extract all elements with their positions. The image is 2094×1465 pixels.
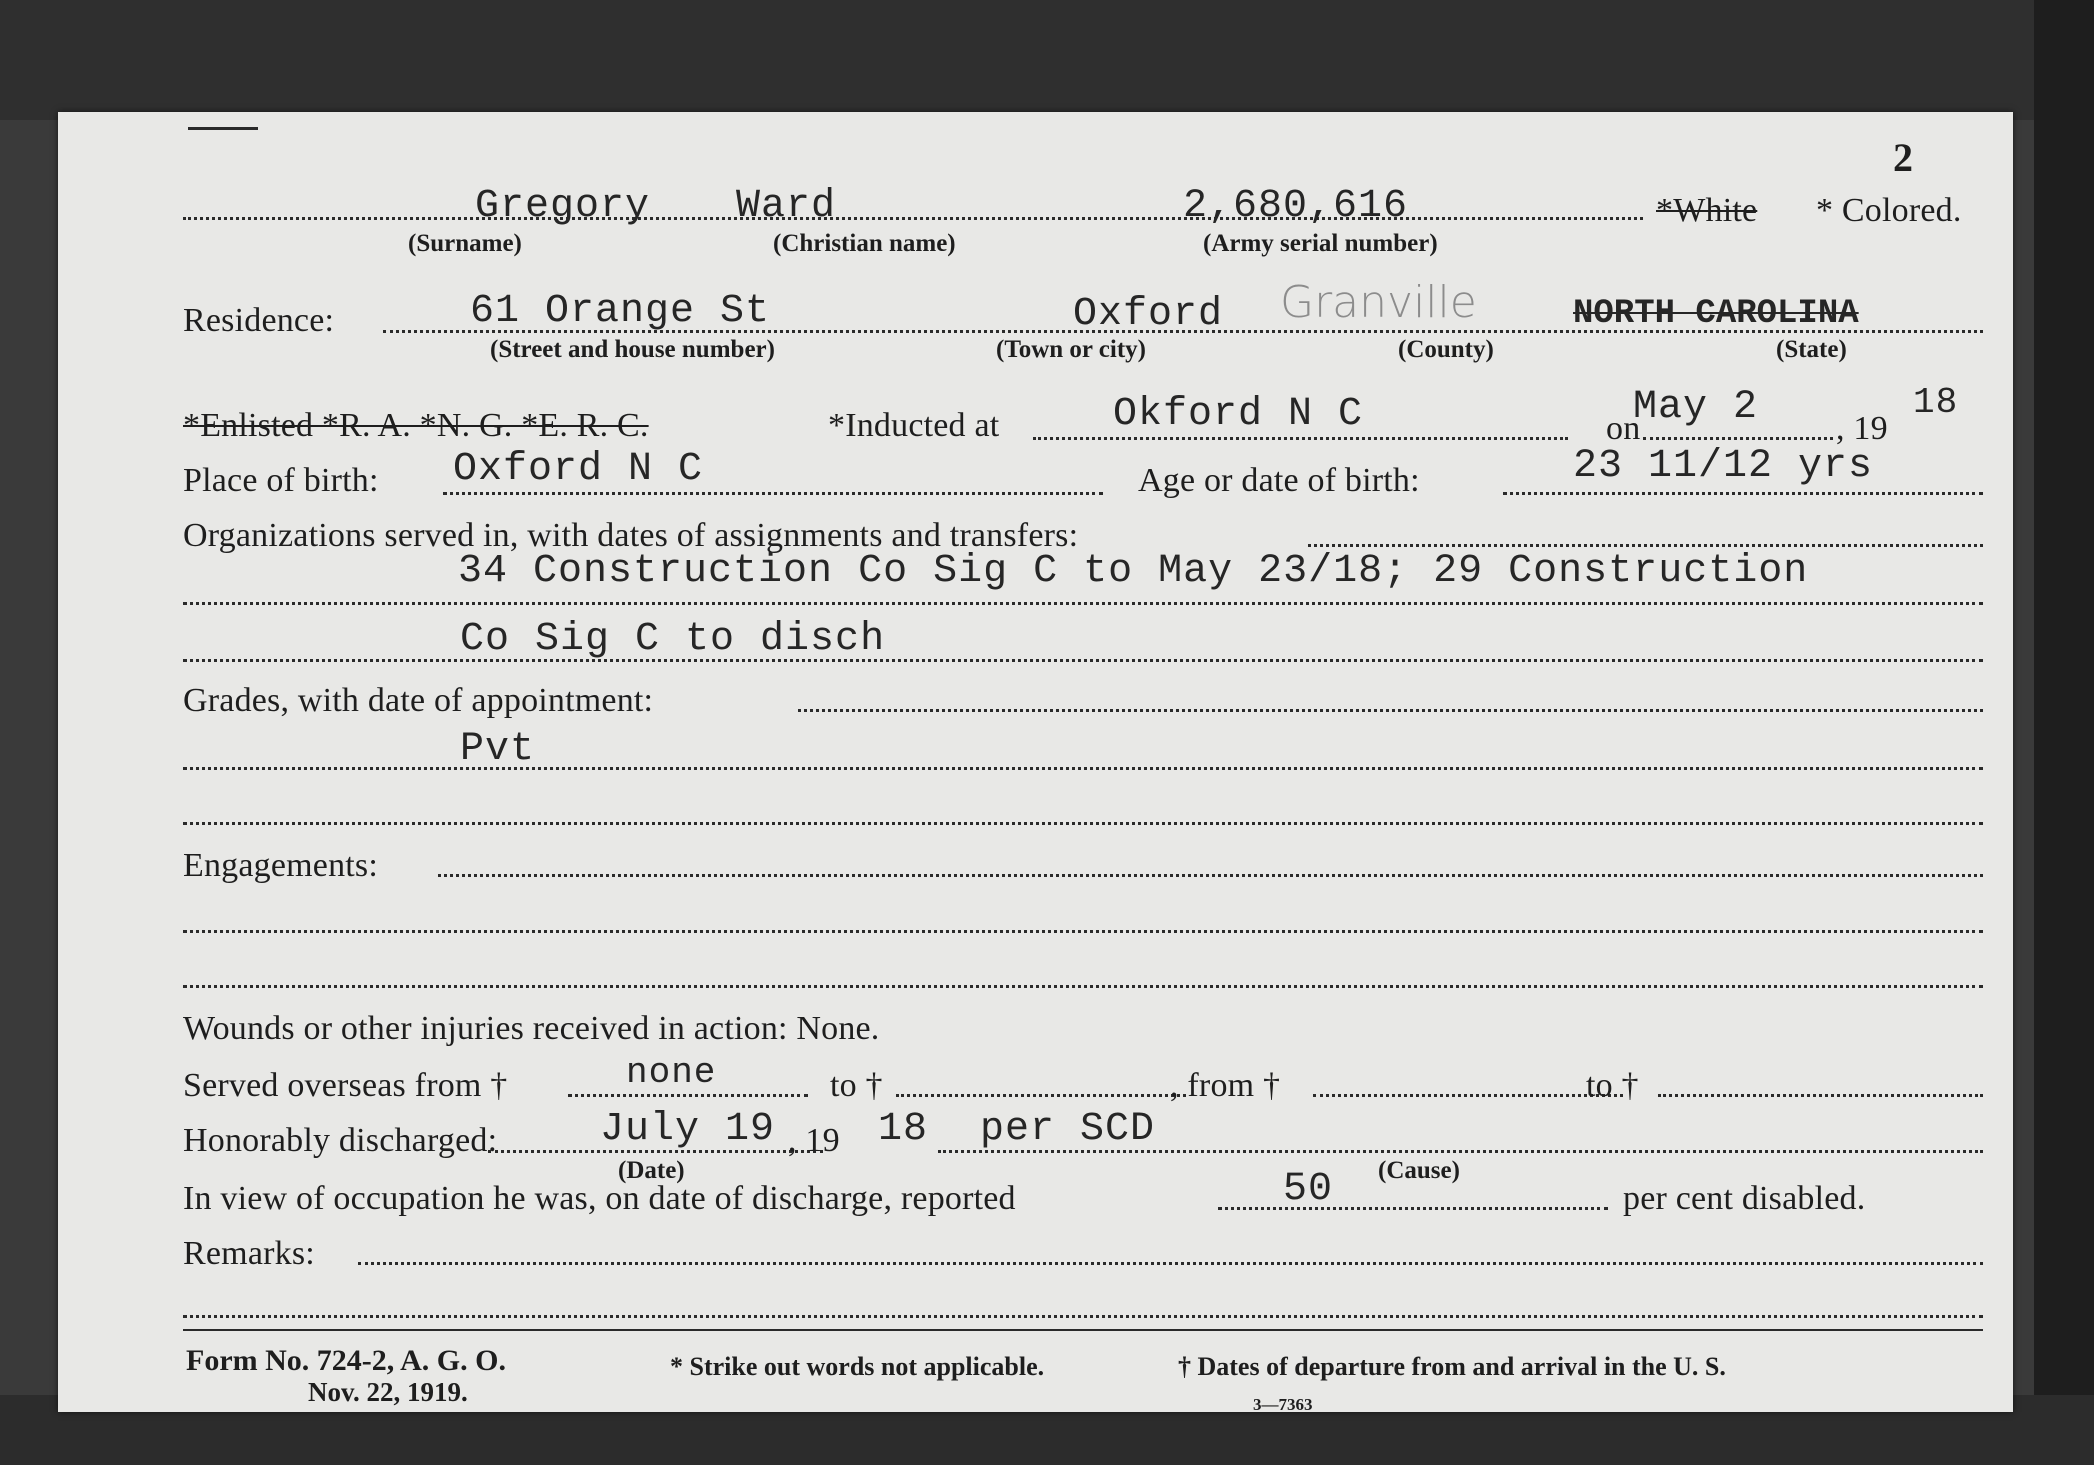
remarks-label-line: [358, 1262, 1983, 1265]
remarks-rule-2: [183, 1329, 1983, 1331]
inducted-on-label: on: [1606, 410, 1641, 447]
card-number: 2: [1893, 135, 1914, 180]
background-right: [2034, 0, 2094, 1465]
corner-mark: [188, 127, 258, 130]
street-caption: (Street and house number): [490, 336, 775, 363]
discharge-cause-caption: (Cause): [1378, 1157, 1460, 1184]
engagements-label: Engagements:: [183, 847, 379, 884]
state-caption: (State): [1776, 336, 1847, 363]
dates-note: † Dates of departure from and arrival in the U. S.: [1178, 1352, 1726, 1381]
disability-label: In view of occupation he was, on date of discharge, reported: [183, 1180, 1016, 1217]
discharge-year-value: 18: [878, 1107, 929, 1152]
inducted-date-value: May 2: [1633, 385, 1759, 430]
organizations-label: Organizations served in, with dates of assignments and transfers:: [183, 517, 1079, 554]
overseas-to2-label: to †: [1586, 1067, 1639, 1104]
grades-rule-1: [183, 767, 1983, 770]
overseas-from-label: Served overseas from †: [183, 1067, 508, 1104]
inducted-at-label: *Inducted at: [828, 407, 1000, 444]
discharge-label: Honorably discharged:: [183, 1122, 498, 1159]
age-value: 23 11/12 yrs: [1573, 444, 1874, 489]
organizations-rule-1: [183, 602, 1983, 605]
organizations-rule-2: [183, 659, 1983, 662]
engagements-rule-2: [183, 985, 1983, 988]
background-top: [0, 0, 2094, 120]
print-code: 3—7363: [1253, 1395, 1313, 1414]
discharge-date-value: July 19: [600, 1107, 776, 1152]
form-date: Nov. 22, 1919.: [308, 1377, 468, 1407]
engagements-rule-1: [183, 930, 1983, 933]
residence-county-value: Granville: [1280, 277, 1477, 328]
disability-value: 50: [1283, 1167, 1334, 1212]
organizations-line-1: 34 Construction Co Sig C to May 23/18; 29 Construction: [458, 549, 1809, 594]
town-caption: (Town or city): [996, 336, 1146, 363]
service-record-card: [58, 112, 2013, 1412]
remarks-rule-1: [183, 1315, 1983, 1318]
discharge-cause-value: per SCD: [980, 1107, 1156, 1152]
birth-place-label: Place of birth:: [183, 462, 379, 499]
age-label: Age or date of birth:: [1138, 462, 1420, 499]
overseas-from-line: [568, 1094, 808, 1097]
organizations-label-line: [1308, 544, 1983, 547]
name-line: [183, 217, 1643, 220]
serial-number-caption: (Army serial number): [1203, 230, 1438, 257]
engagements-label-line: [438, 874, 1983, 877]
residence-street-value: 61 Orange St: [470, 289, 771, 334]
birth-place-value: Oxford N C: [453, 447, 704, 492]
residence-town-value: Oxford: [1073, 292, 1224, 337]
strike-note: * Strike out words not applicable.: [670, 1352, 1045, 1381]
residence-state-value: NORTH CAROLINA: [1573, 295, 1859, 333]
discharge-year-prefix: , 19: [788, 1122, 840, 1159]
overseas-from2-label: , from †: [1170, 1067, 1281, 1104]
surname-caption: (Surname): [408, 230, 522, 257]
enlisted-options: *Enlisted *R. A. *N. G. *E. R. C.: [183, 407, 649, 444]
grades-label: Grades, with date of appointment:: [183, 682, 654, 719]
disability-line: [1218, 1207, 1608, 1210]
inducted-place-line: [1033, 437, 1568, 440]
grades-label-line: [798, 709, 1983, 712]
overseas-from-value: none: [626, 1052, 717, 1093]
age-line: [1503, 492, 1983, 495]
christian-name-caption: (Christian name): [773, 230, 956, 257]
wounds-text: Wounds or other injuries received in action: None.: [183, 1010, 880, 1047]
race-colored-option: * Colored.: [1816, 192, 1962, 229]
birth-place-line: [443, 492, 1103, 495]
overseas-to-label: to †: [830, 1067, 883, 1104]
organizations-line-2: Co Sig C to disch: [460, 617, 886, 662]
inducted-place-value: Okford N C: [1113, 392, 1364, 437]
serial-number-value: 2,680,616: [1183, 184, 1409, 229]
inducted-date-line: [1643, 437, 1833, 440]
county-caption: (County): [1398, 336, 1494, 363]
disability-suffix: per cent disabled.: [1623, 1180, 1866, 1217]
form-number: Form No. 724-2, A. G. O.: [186, 1344, 506, 1377]
overseas-to-line: [896, 1094, 1186, 1097]
grades-rule-2: [183, 822, 1983, 825]
race-white-option: *White: [1656, 192, 1758, 229]
remarks-label: Remarks:: [183, 1235, 315, 1272]
overseas-from2-line: [1313, 1094, 1623, 1097]
grades-value: Pvt: [460, 727, 536, 772]
residence-label: Residence:: [183, 302, 335, 339]
christian-name-value: Ward: [736, 184, 837, 229]
discharge-date-caption: (Date): [618, 1157, 685, 1184]
inducted-year-value: 18: [1913, 382, 1959, 423]
overseas-to2-line: [1658, 1094, 1983, 1097]
inducted-year-prefix: , 19: [1836, 410, 1888, 447]
surname-value: Gregory: [475, 184, 651, 229]
